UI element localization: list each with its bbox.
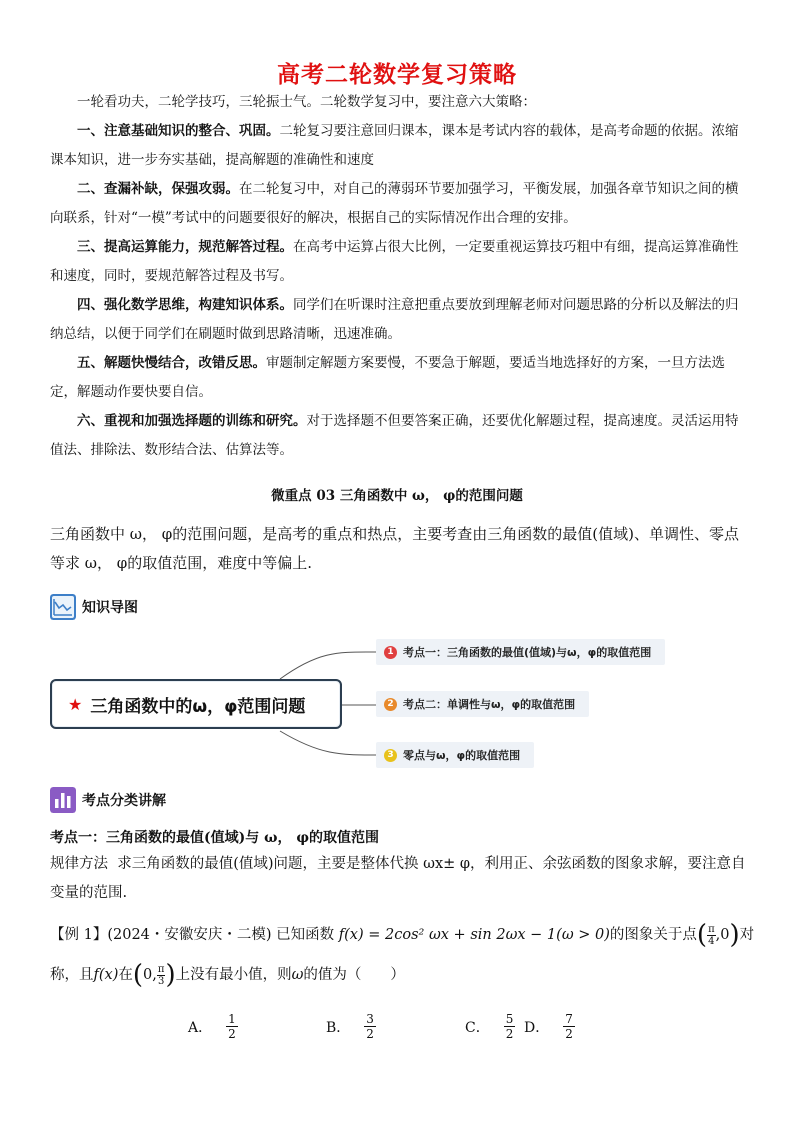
- kaodian1-method: 规律方法 求三角函数的最值(值域)问题，主要是整体代换 ωx± φ，利用正、余弦函数的图象求解，要注意自变量的范围.: [50, 856, 746, 901]
- section-title: 微重点 03 三角函数中 ω， φ的范围问题: [271, 488, 523, 504]
- option-c[interactable]: C． $\frac{5}{2}$: [465, 1012, 514, 1041]
- mindmap-branch-1: 1 考点一：三角函数的最值(值域)与ω，φ的取值范围: [376, 639, 665, 665]
- intro-lead: 一轮看功夫，二轮学技巧，三轮振士气。二轮数学复习中，要注意六大策略：: [77, 94, 536, 110]
- strategy-item: 三、提高运算能力，规范解答过程。在高考中运算占很大比例，一定要重视运算技巧粗中有细，提高运算准确性和速度，同时，要规范解答过程及书写。: [50, 239, 739, 284]
- number-badge-icon: 1: [384, 646, 397, 659]
- knowledge-map-label: 知识导图: [82, 600, 138, 616]
- option-a[interactable]: A． $\frac{1}{2}$: [188, 1012, 236, 1041]
- page-title: 高考二轮数学复习策略: [277, 62, 517, 88]
- number-badge-icon: 3: [384, 749, 397, 762]
- strategy-item: 五、解题快慢结合，改错反思。审题制定解题方案要慢，不要急于解题，要适当地选择好的方案，一旦方法选定，解题动作要快要自信。: [50, 355, 725, 400]
- mindmap-branch-2: 2 考点二：单调性与ω，φ的取值范围: [376, 691, 589, 717]
- point-fraction: $\frac{\pi}{4}$: [708, 923, 715, 947]
- intro-section: [50, 88, 750, 465]
- kaodian1-title: 考点一：三角函数的最值(值域)与 ω， φ的取值范围: [50, 830, 379, 846]
- chart-line-icon: [50, 594, 76, 620]
- strategy-item: 四、强化数学思维，构建知识体系。同学们在听课时注意把重点要放到理解老师对问题思路的分析以及解法的归纳总结，以便于同学们在刷题时做到思路清晰，迅速准确。: [50, 297, 739, 342]
- strategy-item: 一、注意基础知识的整合、巩固。二轮复习要注意回归课本，课本是考试内容的载体，是高考命题的依据。浓缩课本知识，进一步夯实基础，提高解题的准确性和速度: [50, 123, 739, 168]
- number-badge-icon: 2: [384, 698, 397, 711]
- bar-chart-icon: [50, 787, 76, 813]
- strategy-item: 六、重视和加强选择题的训练和研究。对于选择题不但要答案正确，还要优化解题过程，提高速度。灵活运用特值法、排除法、数形结合法、估算法等。: [50, 413, 739, 458]
- function-formula: f(x) = 2cos² ωx + sin 2ωx − 1(ω > 0): [338, 927, 610, 943]
- option-d[interactable]: D． $\frac{7}{2}$: [524, 1012, 573, 1041]
- interval-fraction: $\frac{\pi}{3}$: [157, 963, 165, 987]
- mindmap-root: ★ 三角函数中的ω，φ范围问题: [50, 679, 342, 729]
- example-1-line1: 【例 1】(2024・安徽安庆・二模) 已知函数 f(x) = 2cos² ωx + sin 2ωx − 1(ω > 0)的图象关于点( $\frac{\pi}{4}$ ,0)对: [50, 920, 755, 950]
- section-intro: 三角函数中 ω， φ的范围问题，是高考的重点和热点，主要考查由三角函数的最值(值域)、单调性、零点等求 ω， φ的取值范围，难度中等偏上.: [50, 525, 739, 572]
- kaodian-heading-label: 考点分类讲解: [82, 793, 166, 809]
- strategy-item: 二、查漏补缺，保强攻弱。在二轮复习中，对自己的薄弱环节要加强学习，平衡发展，加强各章节知识之间的横向联系，针对“一模”考试中的问题要很好的解决，根据自己的实际情况作出合理的安排。: [50, 181, 739, 226]
- option-b[interactable]: B． $\frac{3}{2}$: [326, 1012, 374, 1041]
- mindmap-branch-3: 3 零点与ω，φ的取值范围: [376, 742, 534, 768]
- kaodian-heading: [50, 787, 166, 813]
- example-1-line2: 称，且f(x)在(0, $\frac{\pi}{3}$ )上没有最小值，则ω的值为（ ）: [50, 960, 405, 990]
- star-icon: ★: [68, 694, 83, 714]
- knowledge-map-heading: [50, 594, 138, 620]
